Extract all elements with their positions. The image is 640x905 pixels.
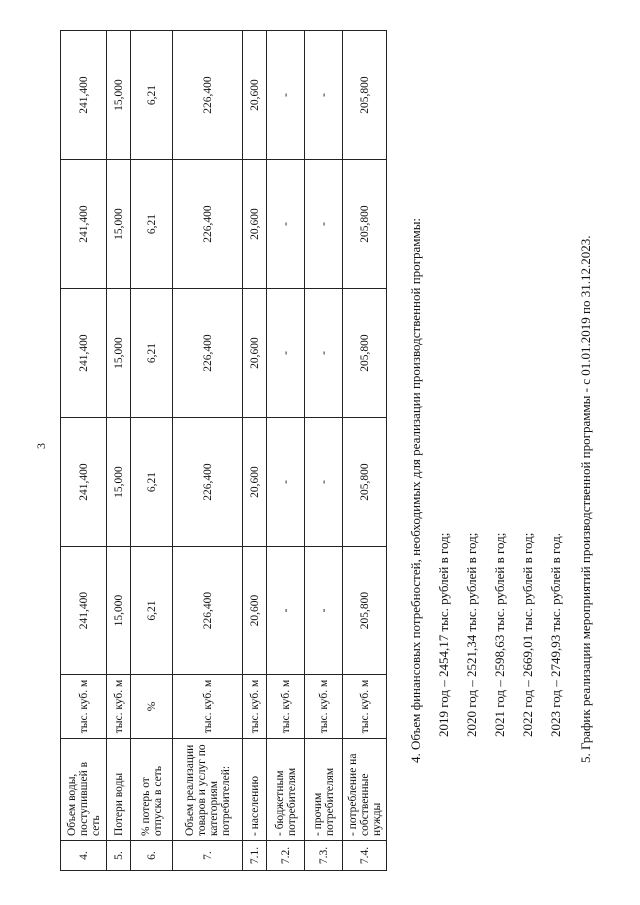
table-cell: 205,800 bbox=[343, 418, 387, 547]
table-cell: 15,000 bbox=[107, 547, 131, 675]
row-number: 7.1. bbox=[243, 841, 267, 871]
table-cell: 241,400 bbox=[61, 160, 107, 289]
table-cell: - bbox=[305, 31, 343, 160]
water-balance-table bbox=[60, 30, 387, 871]
table-cell: 226,400 bbox=[173, 31, 243, 160]
table-row bbox=[131, 31, 173, 871]
row-number: 5. bbox=[107, 841, 131, 871]
row-unit: тыс. куб. м bbox=[107, 675, 131, 739]
table-cell: 205,800 bbox=[343, 289, 387, 418]
table-row bbox=[305, 31, 343, 871]
table-row bbox=[107, 31, 131, 871]
row-unit: тыс. куб. м bbox=[343, 675, 387, 739]
table-cell: - bbox=[267, 547, 305, 675]
finance-year-line: 2019 год – 2454,17 тыс. рублей в год; bbox=[436, 532, 451, 737]
table-cell: - bbox=[305, 289, 343, 418]
table-cell: - bbox=[267, 160, 305, 289]
table-cell: 226,400 bbox=[173, 547, 243, 675]
finance-year-line: 2021 год – 2598,63 тыс. рублей в год; bbox=[492, 532, 507, 737]
table-cell: 15,000 bbox=[107, 160, 131, 289]
table-cell: 241,400 bbox=[61, 289, 107, 418]
row-number: 7. bbox=[173, 841, 243, 871]
table-cell: 241,400 bbox=[61, 547, 107, 675]
finance-year-line: 2023 год – 2749,93 тыс. рублей в год. bbox=[548, 533, 563, 737]
row-name: - бюджетным потребителям bbox=[267, 739, 305, 841]
row-unit: тыс. куб. м bbox=[305, 675, 343, 739]
table-cell: - bbox=[267, 289, 305, 418]
row-name: Объем воды, поступившей в сеть bbox=[61, 739, 107, 841]
table-row bbox=[343, 31, 387, 871]
row-name: Потери воды bbox=[107, 739, 131, 841]
finance-year-line: 2022 год – 2669,01 тыс. рублей в год; bbox=[520, 532, 535, 737]
row-number: 7.3. bbox=[305, 841, 343, 871]
row-unit: тыс. куб. м bbox=[243, 675, 267, 739]
table-cell: 205,800 bbox=[343, 547, 387, 675]
table-cell: 241,400 bbox=[61, 418, 107, 547]
table-cell: 205,800 bbox=[343, 160, 387, 289]
finance-year-line: 2020 год – 2521,34 тыс. рублей в год; bbox=[464, 532, 479, 737]
table-row bbox=[267, 31, 305, 871]
row-number: 4. bbox=[61, 841, 107, 871]
table-cell: 6,21 bbox=[131, 289, 173, 418]
table-cell: - bbox=[267, 418, 305, 547]
row-name: - потребление на собственные нужды bbox=[343, 739, 387, 841]
table-cell: 15,000 bbox=[107, 418, 131, 547]
row-number: 7.4. bbox=[343, 841, 387, 871]
table-cell: 6,21 bbox=[131, 160, 173, 289]
table-cell: 20,600 bbox=[243, 31, 267, 160]
row-name: % потерь от отпуска в сеть bbox=[131, 739, 173, 841]
table-cell: 6,21 bbox=[131, 31, 173, 160]
table-cell: 20,600 bbox=[243, 418, 267, 547]
table-cell: 205,800 bbox=[343, 31, 387, 160]
row-name: - населению bbox=[243, 739, 267, 841]
table-cell: 20,600 bbox=[243, 289, 267, 418]
row-unit: % bbox=[131, 675, 173, 739]
table-cell: 241,400 bbox=[61, 31, 107, 160]
page-number: 3 bbox=[34, 443, 48, 449]
finance-heading: 4. Объем финансовых потребностей, необходимых для реализации производственной программы: bbox=[408, 217, 423, 763]
table-cell: - bbox=[267, 31, 305, 160]
row-unit: тыс. куб. м bbox=[61, 675, 107, 739]
row-name: - прочим потребителям bbox=[305, 739, 343, 841]
table-cell: - bbox=[305, 418, 343, 547]
table-row bbox=[173, 31, 243, 871]
table-cell: - bbox=[305, 547, 343, 675]
row-number: 7.2. bbox=[267, 841, 305, 871]
table-cell: 15,000 bbox=[107, 31, 131, 160]
table-cell: 226,400 bbox=[173, 160, 243, 289]
table-cell: - bbox=[305, 160, 343, 289]
table-cell: 20,600 bbox=[243, 160, 267, 289]
table-cell: 226,400 bbox=[173, 289, 243, 418]
row-unit: тыс. куб. м bbox=[173, 675, 243, 739]
row-number: 6. bbox=[131, 841, 173, 871]
table-cell: 20,600 bbox=[243, 547, 267, 675]
table-cell: 226,400 bbox=[173, 418, 243, 547]
table-cell: 6,21 bbox=[131, 418, 173, 547]
schedule-heading: 5. График реализации мероприятий производственной программы - с 01.01.2019 по 31.12.2023. bbox=[578, 235, 593, 763]
row-name: Объем реализации товаров и услуг по категориям потребителей: bbox=[173, 739, 243, 841]
table-cell: 15,000 bbox=[107, 289, 131, 418]
table-cell: 6,21 bbox=[131, 547, 173, 675]
table-row bbox=[61, 31, 107, 871]
table-row bbox=[243, 31, 267, 871]
program-text bbox=[408, 23, 594, 763]
row-unit: тыс. куб. м bbox=[267, 675, 305, 739]
